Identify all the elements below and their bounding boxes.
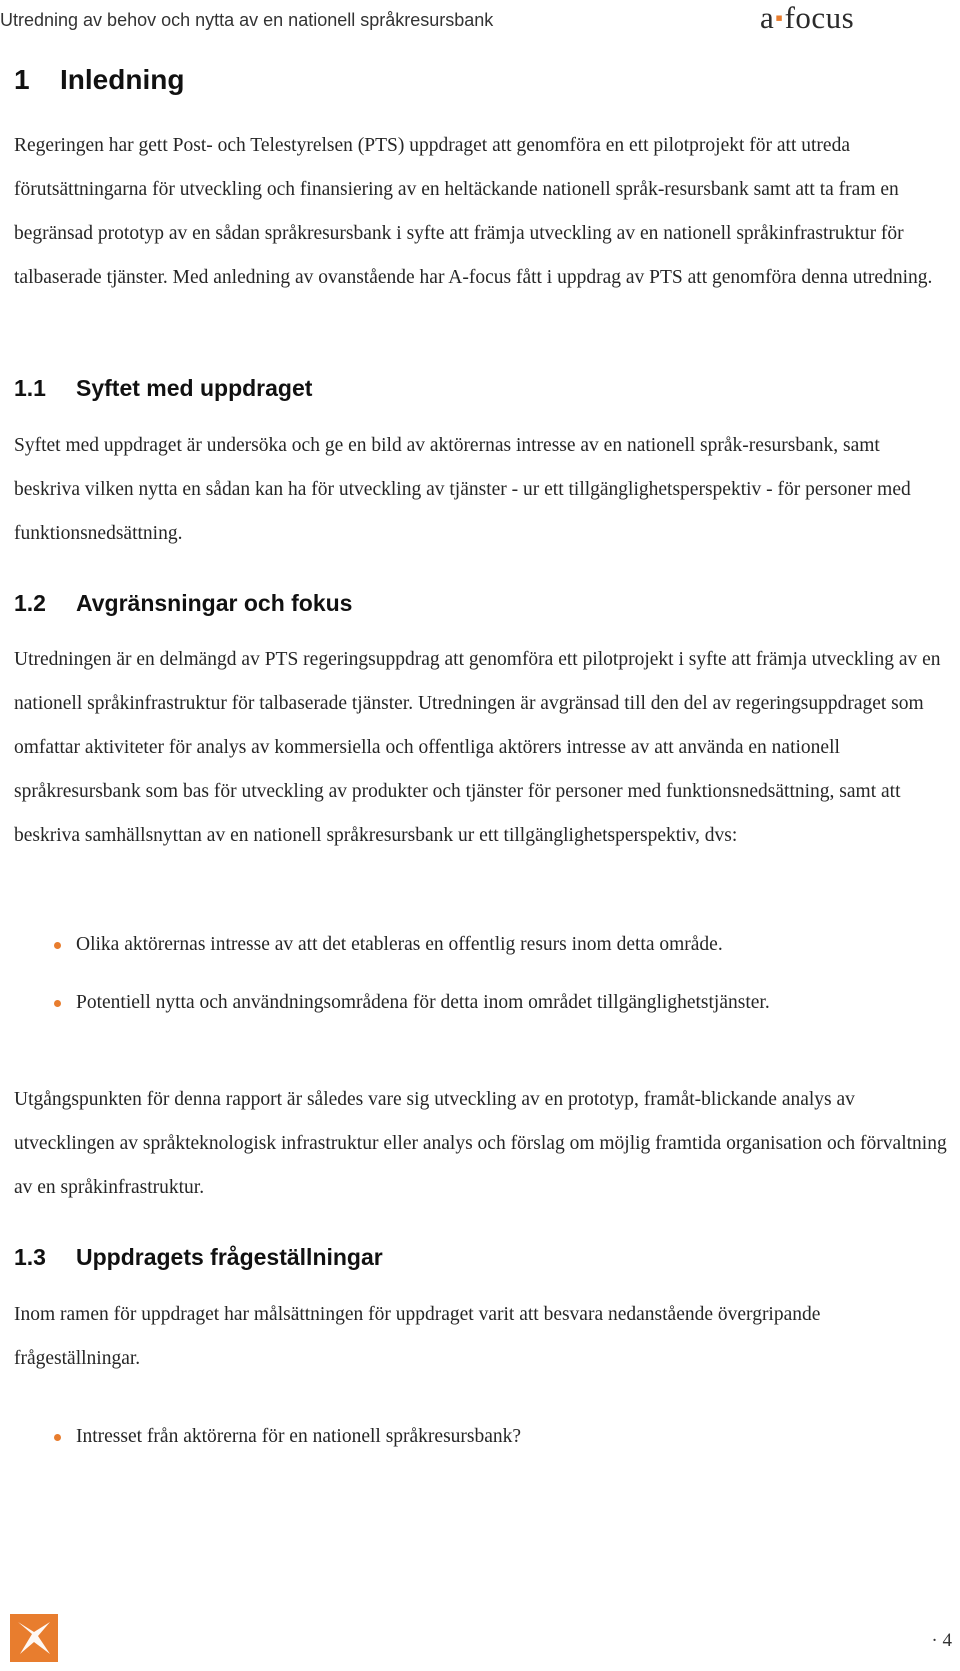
section-number: 1 (14, 64, 30, 95)
document-header-title: Utredning av behov och nytta av en nationell språkresursbank (0, 10, 494, 30)
section-number: 1.2 (14, 590, 46, 616)
section-1-3-paragraph: Inom ramen för uppdraget har målsättningen för uppdraget varit att besvara nedanstående övergripande frågeställningar. (14, 1304, 821, 1369)
section-title: Inledning (60, 64, 185, 95)
a-focus-logo (760, 0, 854, 36)
section-title: Syftet med uppdraget (76, 375, 313, 401)
section-1-paragraph: Regeringen har gett Post- och Telestyrelsen (PTS) uppdraget att genomföra en ett pilotprojekt för att utreda förutsättningarna för utveckling och finansiering av en heltäckande nationell språk-resursbank samt att ta fram en begränsad prototyp av en sådan språkresursbank i syfte att främja utveckling av en nationell språkinfrastruktur för talbaserade tjänster. Med anledning av ovanstående har A-focus fått i uppdrag av PTS att genomföra denna utredning. (14, 135, 933, 288)
list-item (14, 988, 949, 1046)
logo-dot: ▪ (775, 5, 784, 30)
list-item-text: Potentiell nytta och användningsområdena för detta inom området tillgänglighetstjänster. (76, 992, 770, 1013)
a-focus-footer-logo-icon (10, 1614, 58, 1662)
list-item-text: Olika aktörernas intresse av att det etableras en offentlig resurs inom detta område. (76, 934, 723, 955)
section-1-3-heading (14, 1244, 383, 1271)
list-item (14, 930, 949, 988)
list-item (14, 1422, 949, 1480)
section-1-heading (14, 64, 184, 96)
section-title: Avgränsningar och fokus (76, 590, 353, 616)
bullet-dot-icon (54, 1000, 61, 1007)
list-item-text: Intresset från aktörerna för en nationell språkresursbank? (76, 1426, 522, 1447)
section-number: 1.3 (14, 1244, 46, 1270)
logo-text-a: a (760, 0, 775, 35)
bullet-dot-icon (54, 1434, 61, 1441)
section-1-1-paragraph: Syftet med uppdraget är undersöka och ge en bild av aktörernas intresse av en nationell språk-resursbank, samt beskriva vilken nytta en sådan kan ha för utveckling av tjänster - ur ett tillgänglighetsperspektiv - för personer med funktionsnedsättning. (14, 435, 911, 544)
section-1-2-bullet-list (14, 930, 949, 1046)
section-1-2-heading (14, 590, 352, 617)
section-title: Uppdragets frågeställningar (76, 1244, 383, 1270)
page-number: · 4 (931, 1630, 952, 1651)
section-1-2-paragraph: Utredningen är en delmängd av PTS regeringsuppdrag att genomföra ett pilotprojekt i syfte att främja utveckling av en nationell språkinfrastruktur för talbaserade tjänster. Utredningen är avgränsad till den del av regeringsuppdraget som omfattar aktiviteter för analys av kommersiella och offentliga aktörers intresse av att använda en nationell språkresursbank som bas för utveckling av produkter och tjänster för personer med funktionsnedsättning, samt att beskriva samhällsnyttan av en nationell språkresursbank ur ett tillgänglighetsperspektiv, dvs: (14, 649, 941, 846)
section-1-1-heading (14, 375, 312, 402)
section-number: 1.1 (14, 375, 46, 401)
logo-text-focus: focus (784, 0, 855, 35)
section-1-3-bullet-list (14, 1422, 949, 1480)
bullet-dot-icon (54, 942, 61, 949)
section-1-2-paragraph-2: Utgångspunkten för denna rapport är således vare sig utveckling av en prototyp, framåt-blickande analys av utvecklingen av språkteknologisk infrastruktur eller analys och förslag om möjlig framtida organisation och förvaltning av en språkinfrastruktur. (14, 1089, 947, 1198)
